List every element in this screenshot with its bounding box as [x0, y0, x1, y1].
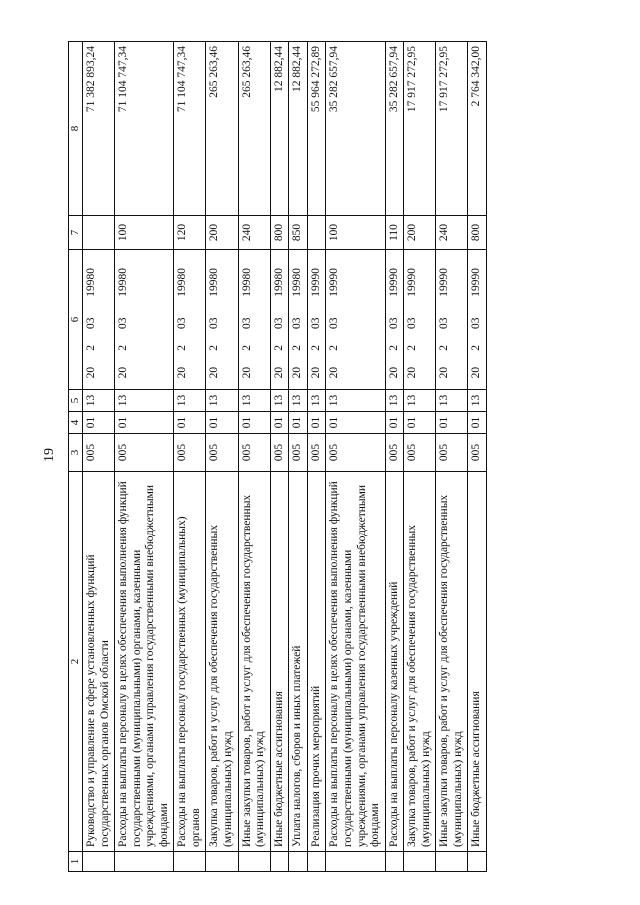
target-article-part: 2 — [438, 345, 451, 351]
expense-type-cell: 240 — [238, 216, 270, 250]
target-article-part: 19980 — [240, 268, 253, 297]
expense-type-cell: 120 — [174, 216, 206, 250]
section-cell: 01 — [468, 412, 487, 434]
amount-cell: 35 282 657,94 — [385, 42, 404, 216]
section-cell: 01 — [385, 412, 404, 434]
section-cell: 01 — [238, 412, 270, 434]
subsection-cell: 13 — [326, 390, 385, 412]
target-article-part: 03 — [387, 317, 400, 329]
section-cell: 01 — [289, 412, 308, 434]
header-cell: 1 — [69, 852, 83, 872]
table-row — [404, 42, 436, 872]
target-article-parts — [273, 254, 287, 385]
expense-name-cell: Расходы на выплаты персоналу в целях обеспечения выполнения функций государственными (муниципальными) органами, казенными учреждениями, органами управления государственными внебюджетными фондами — [326, 472, 385, 852]
expense-type-cell: 800 — [270, 216, 289, 250]
table-row — [468, 42, 487, 872]
target-article-part: 19990 — [438, 268, 451, 297]
subsection-cell: 13 — [82, 390, 114, 412]
expense-name-cell: Иные бюджетные ассигнования — [468, 472, 487, 852]
amount-cell: 12 882,44 — [289, 42, 308, 216]
amount-cell: 71 104 747,34 — [174, 42, 206, 216]
target-article-part: 20 — [406, 366, 419, 379]
target-article-part: 2 — [272, 345, 285, 351]
target-article-part: 20 — [208, 366, 221, 379]
target-article-part: 19990 — [406, 268, 419, 297]
row-number-cell — [307, 852, 326, 872]
target-article-part: 03 — [438, 317, 451, 329]
target-article-part: 19980 — [117, 268, 130, 297]
amount-cell: 71 104 747,34 — [115, 42, 174, 216]
amount-cell: 2 764 342,00 — [468, 42, 487, 216]
target-article-part: 2 — [387, 345, 400, 351]
ministry-code-cell: 005 — [385, 434, 404, 472]
target-article-part: 03 — [470, 317, 483, 329]
target-article-cell — [289, 250, 308, 390]
subsection-cell: 13 — [289, 390, 308, 412]
ministry-code-cell: 005 — [270, 434, 289, 472]
amount-cell: 35 282 657,94 — [326, 42, 385, 216]
subsection-cell: 13 — [238, 390, 270, 412]
target-article-cell — [404, 250, 436, 390]
target-article-part: 20 — [291, 366, 304, 379]
subsection-cell: 13 — [385, 390, 404, 412]
section-cell: 01 — [206, 412, 238, 434]
target-article-part: 2 — [84, 345, 97, 351]
ministry-code-cell: 005 — [326, 434, 385, 472]
row-number-cell — [174, 852, 206, 872]
target-article-part: 03 — [84, 317, 97, 329]
subsection-cell: 13 — [174, 390, 206, 412]
target-article-part: 2 — [176, 345, 189, 351]
expense-name-cell: Закупка товаров, работ и услуг для обеспечения государственных (муниципальных) нужд — [404, 472, 436, 852]
table-row — [289, 42, 308, 872]
section-cell: 01 — [270, 412, 289, 434]
target-article-parts — [176, 254, 190, 385]
subsection-cell: 13 — [206, 390, 238, 412]
expense-name-cell: Закупка товаров, работ и услуг для обеспечения государственных (муниципальных) нужд — [206, 472, 238, 852]
rotated-page — [40, 30, 640, 880]
target-article-parts — [470, 254, 484, 385]
subsection-cell: 13 — [270, 390, 289, 412]
ministry-code-cell: 005 — [307, 434, 326, 472]
target-article-parts — [208, 254, 222, 385]
target-article-part: 19980 — [272, 268, 285, 297]
expense-type-cell: 200 — [206, 216, 238, 250]
header-cell: 2 — [69, 472, 83, 852]
amount-cell: 12 882,44 — [270, 42, 289, 216]
target-article-parts — [310, 254, 324, 385]
ministry-code-cell: 005 — [238, 434, 270, 472]
expense-name-cell: Иные закупки товаров, работ и услуг для обеспечения государственных (муниципальных) нужд — [238, 472, 270, 852]
section-cell: 01 — [404, 412, 436, 434]
expense-name-cell: Расходы на выплаты персоналу государственных (муниципальных) органов — [174, 472, 206, 852]
target-article-part: 03 — [291, 317, 304, 329]
expense-name-cell: Расходы на выплаты персоналу в целях обеспечения выполнения функций государственными (муниципальными) органами, казенными учреждениями, органами управления государственными внебюджетными фондами — [115, 472, 174, 852]
expense-type-cell: 200 — [404, 216, 436, 250]
section-cell: 01 — [326, 412, 385, 434]
ministry-code-cell: 005 — [436, 434, 468, 472]
row-number-cell — [289, 852, 308, 872]
expense-type-cell: 850 — [289, 216, 308, 250]
amount-cell: 17 917 272,95 — [436, 42, 468, 216]
table-row — [385, 42, 404, 872]
table-row — [307, 42, 326, 872]
section-cell: 01 — [82, 412, 114, 434]
row-number-cell — [238, 852, 270, 872]
section-cell: 01 — [436, 412, 468, 434]
target-article-parts — [117, 254, 131, 385]
section-cell: 01 — [115, 412, 174, 434]
ministry-code-cell: 005 — [289, 434, 308, 472]
header-cell: 5 — [69, 390, 83, 412]
target-article-part: 2 — [291, 345, 304, 351]
target-article-part: 03 — [208, 317, 221, 329]
target-article-part: 20 — [470, 366, 483, 379]
ministry-code-cell: 005 — [82, 434, 114, 472]
row-number-cell — [436, 852, 468, 872]
target-article-part: 2 — [328, 345, 341, 351]
target-article-part: 03 — [117, 317, 130, 329]
target-article-cell — [326, 250, 385, 390]
target-article-part: 20 — [117, 366, 130, 379]
table-row — [270, 42, 289, 872]
target-article-part: 20 — [438, 366, 451, 379]
table-row — [174, 42, 206, 872]
target-article-part: 03 — [406, 317, 419, 329]
row-number-cell — [82, 852, 114, 872]
subsection-cell: 13 — [307, 390, 326, 412]
row-number-cell — [326, 852, 385, 872]
section-cell: 01 — [174, 412, 206, 434]
table-row — [436, 42, 468, 872]
target-article-part: 19980 — [208, 268, 221, 297]
budget-table — [68, 41, 487, 872]
target-article-part: 03 — [309, 317, 322, 329]
target-article-part: 03 — [328, 317, 341, 329]
target-article-part: 03 — [240, 317, 253, 329]
table-row — [326, 42, 385, 872]
ministry-code-cell: 005 — [404, 434, 436, 472]
amount-cell: 55 964 272,89 — [307, 42, 326, 216]
target-article-part: 20 — [387, 366, 400, 379]
target-article-part: 03 — [176, 317, 189, 329]
target-article-parts — [291, 254, 305, 385]
header-cell: 4 — [69, 412, 83, 434]
row-number-cell — [115, 852, 174, 872]
expense-type-cell: 100 — [115, 216, 174, 250]
ministry-code-cell: 005 — [115, 434, 174, 472]
subsection-cell: 13 — [404, 390, 436, 412]
target-article-parts — [85, 254, 99, 385]
header-cell: 6 — [69, 250, 83, 390]
target-article-part: 19990 — [470, 268, 483, 297]
target-article-part: 20 — [272, 366, 285, 379]
expense-name-cell: Реализация прочих мероприятий — [307, 472, 326, 852]
table-row — [238, 42, 270, 872]
target-article-part: 2 — [406, 345, 419, 351]
ministry-code-cell: 005 — [468, 434, 487, 472]
target-article-cell — [238, 250, 270, 390]
expense-type-cell: 800 — [468, 216, 487, 250]
target-article-parts — [406, 254, 420, 385]
target-article-part: 2 — [117, 345, 130, 351]
target-article-part: 20 — [84, 366, 97, 379]
target-article-part: 2 — [309, 345, 322, 351]
target-article-part: 2 — [240, 345, 253, 351]
page-number: 19 — [42, 448, 57, 462]
expense-type-cell: 110 — [385, 216, 404, 250]
target-article-part: 2 — [470, 345, 483, 351]
row-number-cell — [206, 852, 238, 872]
amount-cell: 265 263,46 — [206, 42, 238, 216]
target-article-part: 20 — [328, 366, 341, 379]
header-row — [69, 42, 83, 872]
target-article-cell — [385, 250, 404, 390]
target-article-parts — [241, 254, 255, 385]
amount-cell: 71 382 893,24 — [82, 42, 114, 216]
expense-name-cell: Расходы на выплаты персоналу казенных учреждений — [385, 472, 404, 852]
table-row — [82, 42, 114, 872]
target-article-cell — [468, 250, 487, 390]
target-article-part: 19990 — [328, 268, 341, 297]
expense-name-cell: Иные закупки товаров, работ и услуг для обеспечения государственных (муниципальных) нужд — [436, 472, 468, 852]
subsection-cell: 13 — [468, 390, 487, 412]
amount-cell: 17 917 272,95 — [404, 42, 436, 216]
target-article-part: 2 — [208, 345, 221, 351]
target-article-part: 19980 — [291, 268, 304, 297]
expense-type-cell: 100 — [326, 216, 385, 250]
target-article-part: 19980 — [84, 268, 97, 297]
ministry-code-cell: 005 — [206, 434, 238, 472]
target-article-part: 19980 — [176, 268, 189, 297]
target-article-cell — [307, 250, 326, 390]
row-number-cell — [385, 852, 404, 872]
target-article-part: 03 — [272, 317, 285, 329]
amount-cell: 265 263,46 — [238, 42, 270, 216]
expense-name-cell: Руководство и управление в сфере установленных функций государственных органов Омской области — [82, 472, 114, 852]
table-row — [115, 42, 174, 872]
target-article-parts — [388, 254, 402, 385]
expense-type-cell — [307, 216, 326, 250]
expense-type-cell: 240 — [436, 216, 468, 250]
ministry-code-cell: 005 — [174, 434, 206, 472]
target-article-parts — [328, 254, 342, 385]
target-article-cell — [270, 250, 289, 390]
target-article-parts — [438, 254, 452, 385]
target-article-cell — [115, 250, 174, 390]
target-article-part: 20 — [176, 366, 189, 379]
target-article-cell — [206, 250, 238, 390]
row-number-cell — [404, 852, 436, 872]
header-cell: 7 — [69, 216, 83, 250]
subsection-cell: 13 — [115, 390, 174, 412]
header-cell: 8 — [69, 42, 83, 216]
target-article-part: 19990 — [309, 268, 322, 297]
row-number-cell — [270, 852, 289, 872]
target-article-cell — [436, 250, 468, 390]
row-number-cell — [468, 852, 487, 872]
section-cell: 01 — [307, 412, 326, 434]
target-article-cell — [82, 250, 114, 390]
expense-name-cell: Уплата налогов, сборов и иных платежей — [289, 472, 308, 852]
target-article-part: 19990 — [387, 268, 400, 297]
target-article-cell — [174, 250, 206, 390]
expense-name-cell: Иные бюджетные ассигнования — [270, 472, 289, 852]
table-row — [206, 42, 238, 872]
target-article-part: 20 — [309, 366, 322, 379]
subsection-cell: 13 — [436, 390, 468, 412]
target-article-part: 20 — [240, 366, 253, 379]
header-cell: 3 — [69, 434, 83, 472]
expense-type-cell — [82, 216, 114, 250]
